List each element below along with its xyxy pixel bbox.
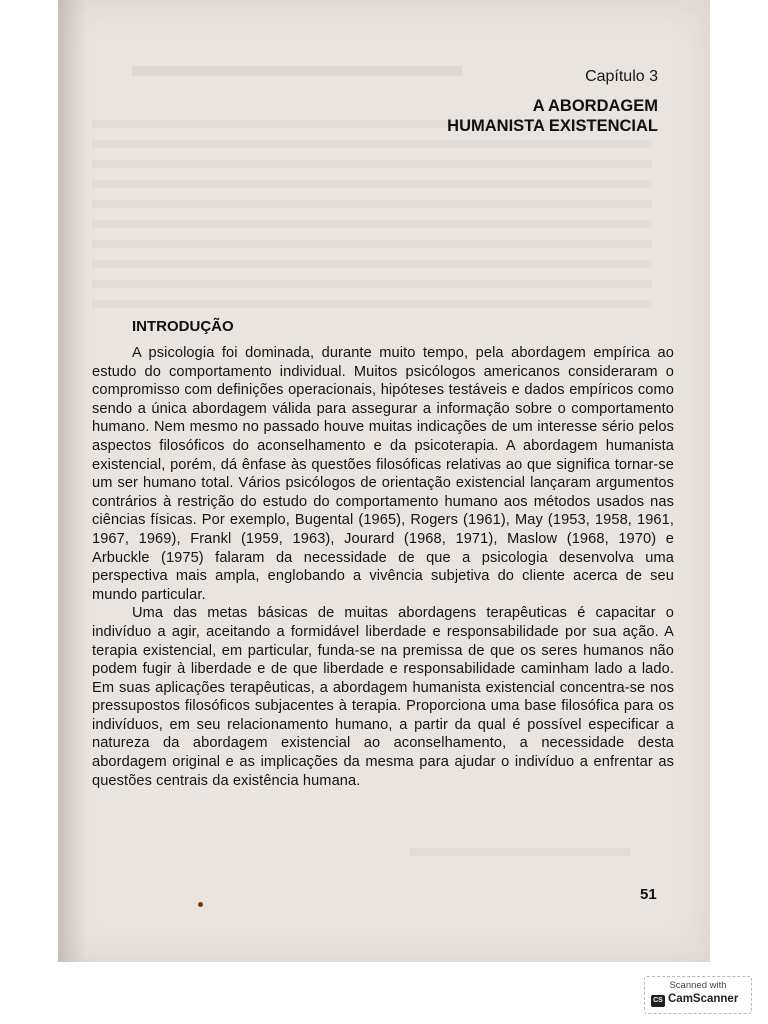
watermark-brand: CamScanner	[668, 993, 739, 1005]
body-text	[92, 344, 674, 790]
page-number: 51	[640, 886, 657, 903]
camscanner-watermark	[644, 976, 752, 1014]
watermark-caption: Scanned with	[669, 980, 727, 991]
page-gutter-shadow	[58, 0, 86, 962]
chapter-title-line-2: HUMANISTA EXISTENCIAL	[447, 117, 658, 135]
ink-speck	[198, 902, 203, 907]
chapter-title-line-1: A ABORDAGEM	[532, 97, 658, 115]
paragraph: Uma das metas básicas de muitas abordagens terapêuticas é capacitar o indivíduo a agir, aceitando a formidável liberdade e responsabilidade por sua ação. A terapia existencial, em particular, funda-se na premissa de que os seres humanos não podem fugir à liberdade e de que liberdade e responsabilidade caminham lado a lado. Em suas aplicações terapêuticas, a abordagem humanista existencial concentra-se nos pressupostos filosóficos subjacentes à terapia. Proporciona uma base filosófica para os indivíduos, em seu relacionamento humano, a partir da qual é possível especificar a natureza da abordagem existencial ao aconselhamento, a necessidade desta abordagem original e as implicações da mesma para ajudar o indivíduo a enfrentar as questões centrais da existência humana.	[92, 605, 674, 789]
chapter-label: Capítulo 3	[585, 68, 658, 85]
section-heading: INTRODUÇÃO	[132, 318, 234, 335]
paragraph: A psicologia foi dominada, durante muito tempo, pela abordagem empírica ao estudo do comportamento individual. Muitos psicólogos americanos consideraram o compromisso com definições operacionais, hipóteses testáveis e dados empíricos como sendo a única abordagem válida para assegurar a informação sobre o comportamento humano. Nem mesmo no passado houve muitas indicações de um interesse sério pelos aspectos filosóficos do aconselhamento e da psicoterapia. A abordagem humanista existencial, porém, dá ênfase às questões filosóficas relativas ao que significa tornar-se um ser humano total. Vários psicólogos de orientação existencial lançaram argumentos contrários à restrição do estudo do comportamento humano aos métodos usados nas ciências físicas. Por exemplo, Bugental (1965), Rogers (1961), May (1953, 1958, 1961, 1967, 1969), Frankl (1959, 1963), Jourard (1968, 1971), Maslow (1968, 1970) e Arbuckle (1975) falaram da necessidade de que a psicologia desenvolva uma perspectiva mais ampla, englobando a vivência subjetiva do cliente acerca de seu mundo particular.	[92, 345, 674, 603]
camscanner-logo-icon: CS	[651, 995, 665, 1007]
chapter-title	[360, 96, 658, 136]
